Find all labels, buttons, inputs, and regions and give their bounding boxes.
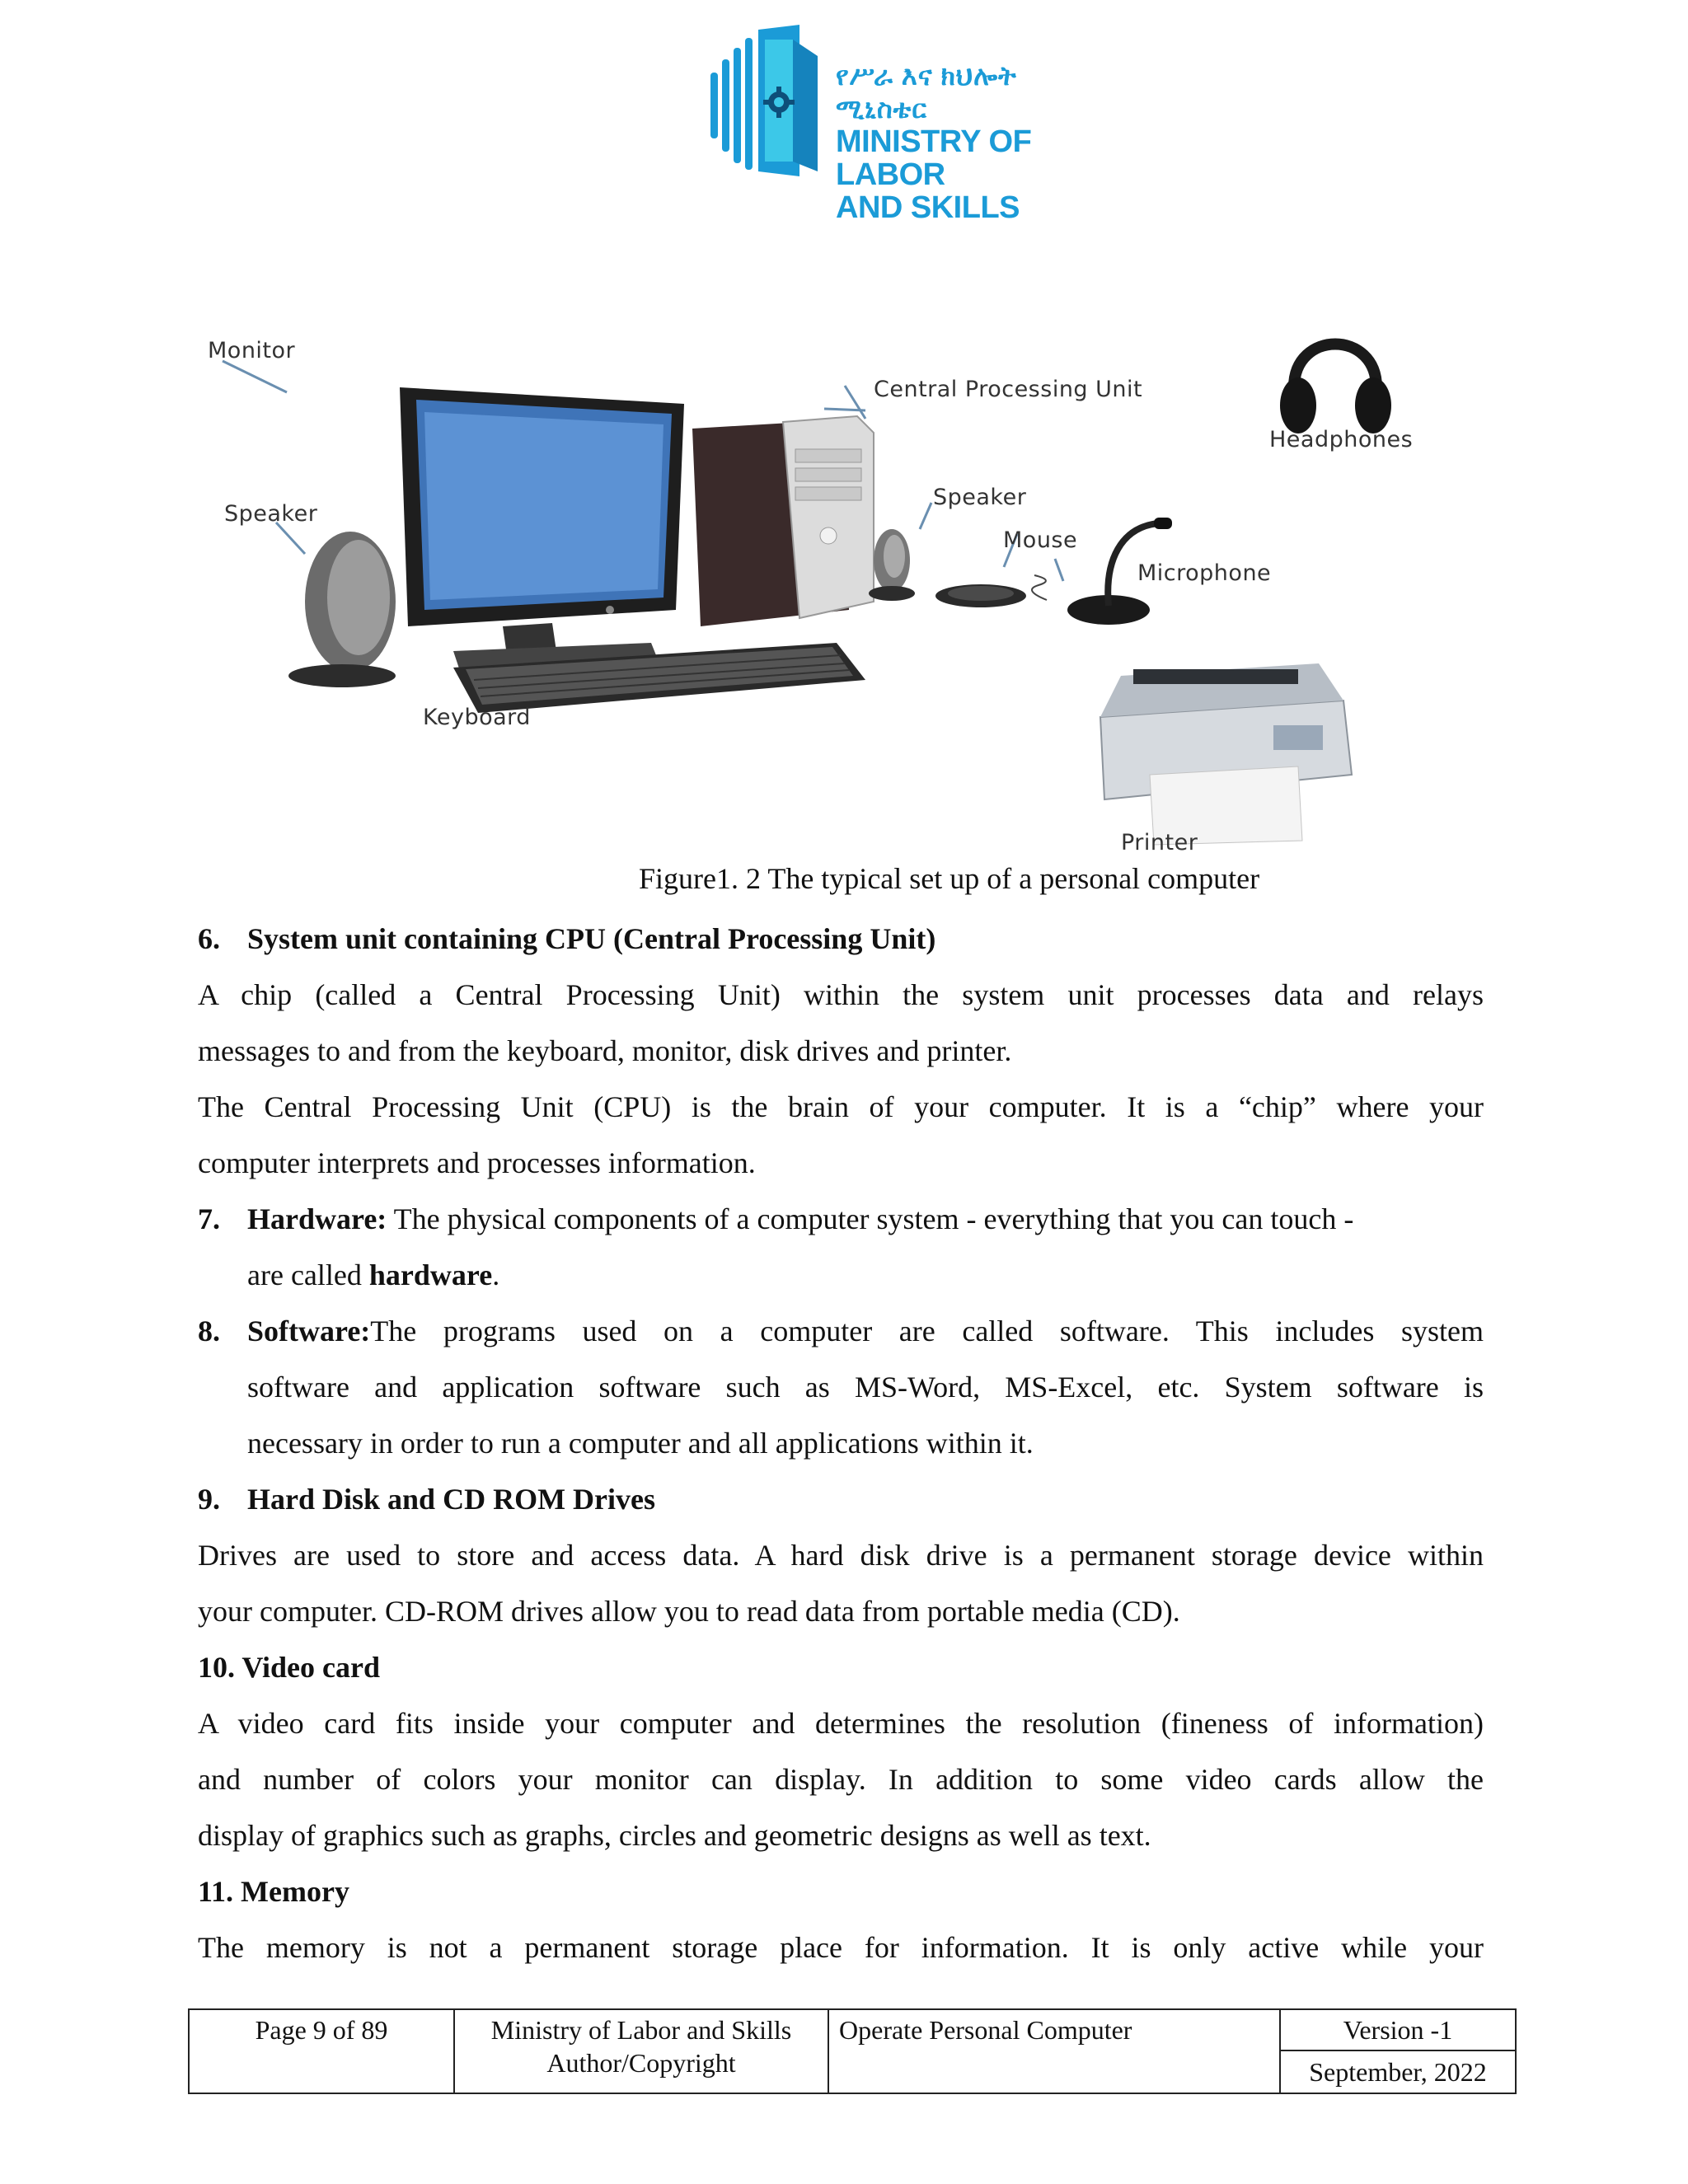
logo-line-2: AND SKILLS bbox=[836, 190, 1020, 225]
heading-text: Hard Disk and CD ROM Drives bbox=[247, 1483, 656, 1516]
paragraph-line: messages to and from the keyboard, monitor, disk drives and printer. bbox=[198, 1034, 1012, 1067]
footer-organization bbox=[455, 2010, 829, 2093]
label-microphone: Microphone bbox=[1137, 560, 1272, 586]
label-keyboard: Keyboard bbox=[423, 705, 531, 730]
heading-video-card: 10. Video card bbox=[198, 1651, 380, 1684]
paragraph-line: necessary in order to run a computer and all applications within it. bbox=[247, 1427, 1034, 1460]
logo-amharic-text: የሥራ እና ክህሎት ሚኒስቴር bbox=[836, 61, 1017, 124]
heading-number: 6. bbox=[198, 922, 220, 955]
figure-caption: Figure1. 2 The typical set up of a personal computer bbox=[639, 862, 1260, 895]
document-body bbox=[198, 911, 1484, 1975]
paragraph-line: and number of colors your monitor can display. In addition to some video cards allow the bbox=[198, 1763, 1484, 1796]
footer-module-title: Operate Personal Computer bbox=[829, 2010, 1281, 2093]
paragraph-line: display of graphics such as graphs, circles and geometric designs as well as text. bbox=[198, 1819, 1151, 1852]
item-hardware bbox=[198, 1191, 1484, 1247]
heading-number: 9. bbox=[198, 1483, 220, 1516]
label-mouse: Mouse bbox=[1003, 527, 1078, 553]
term-hardware-emphasis: hardware bbox=[368, 1258, 493, 1291]
term-software: Software: bbox=[247, 1315, 371, 1347]
item-number: 8. bbox=[198, 1315, 220, 1347]
paragraph-line: The memory is not a permanent storage place for information. It is only active while your bbox=[198, 1931, 1484, 1964]
item-software bbox=[198, 1303, 1484, 1359]
label-central-processing-unit: Central Processing Unit bbox=[874, 377, 1143, 402]
heading-system-unit bbox=[198, 911, 1484, 967]
term-hardware: Hardware: bbox=[247, 1202, 387, 1235]
label-monitor: Monitor bbox=[208, 338, 296, 363]
label-printer: Printer bbox=[1121, 830, 1198, 855]
item-text: The physical components of a computer system - everything that you can touch - bbox=[387, 1202, 1354, 1235]
ministry-logo-mark bbox=[710, 23, 834, 180]
paragraph-line: your computer. CD-ROM drives allow you to read data from portable media (CD). bbox=[198, 1595, 1180, 1628]
paragraph-line: The Central Processing Unit (CPU) is the brain of your computer. It is a “chip” where your bbox=[198, 1090, 1484, 1123]
paragraph-line bbox=[198, 1247, 1484, 1303]
label-speaker-right: Speaker bbox=[933, 485, 1027, 510]
paragraph-line: Drives are used to store and access data. A hard disk drive is a permanent storage device within bbox=[198, 1539, 1484, 1572]
footer-copyright: Author/Copyright bbox=[546, 2048, 736, 2078]
pc-setup-illustration bbox=[190, 313, 1475, 857]
item-text: The programs used on a computer are called software. This includes system bbox=[370, 1315, 1484, 1347]
heading-memory: 11. Memory bbox=[198, 1875, 349, 1908]
item-number: 7. bbox=[198, 1202, 220, 1235]
ministry-logo-text bbox=[836, 59, 1090, 224]
label-speaker-left: Speaker bbox=[224, 501, 318, 527]
pc-setup-figure bbox=[190, 313, 1475, 857]
footer-org-name: Ministry of Labor and Skills bbox=[490, 2015, 792, 2045]
footer-date: September, 2022 bbox=[1309, 2057, 1487, 2087]
logo-line-1: MINISTRY OF LABOR bbox=[836, 124, 1032, 192]
footer-version: Version -1 bbox=[1281, 2010, 1515, 2051]
heading-text: System unit containing CPU (Central Processing Unit) bbox=[247, 922, 936, 955]
paragraph-line: software and application software such as MS-Word, MS-Excel, etc. System software is bbox=[247, 1371, 1484, 1404]
footer-page-number: Page 9 of 89 bbox=[190, 2010, 455, 2093]
label-headphones: Headphones bbox=[1269, 427, 1414, 452]
paragraph-line: A video card fits inside your computer and determines the resolution (fineness of information) bbox=[198, 1707, 1484, 1740]
heading-hard-disk bbox=[198, 1471, 1484, 1527]
page-footer-table bbox=[188, 2008, 1517, 2094]
ministry-logo bbox=[710, 23, 1090, 225]
item-text: . bbox=[492, 1258, 500, 1291]
footer-version-cell bbox=[1281, 2010, 1515, 2093]
paragraph-line: A chip (called a Central Processing Unit) within the system unit processes data and relays bbox=[198, 978, 1484, 1011]
item-text: are called bbox=[247, 1258, 369, 1291]
paragraph-line: computer interprets and processes information. bbox=[198, 1146, 756, 1179]
